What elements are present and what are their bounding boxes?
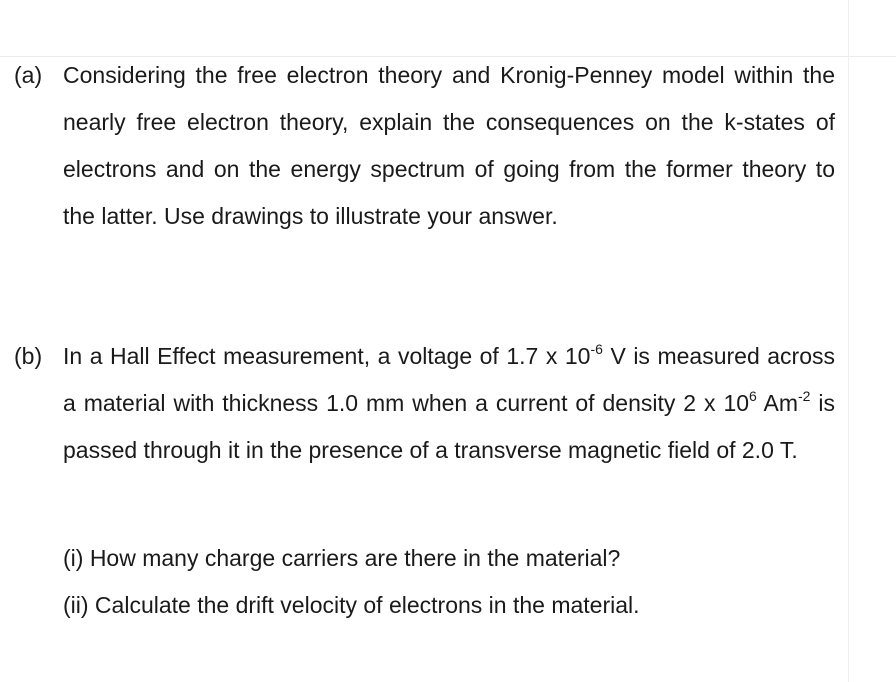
unit-exponent: -2 bbox=[798, 388, 811, 404]
voltage-exponent: -6 bbox=[590, 341, 603, 357]
sub-question-i: (i) How many charge carriers are there in the material? bbox=[63, 545, 621, 571]
question-b-text-1: In a Hall Effect measurement, a voltage of 1.7 x 10 bbox=[63, 343, 591, 369]
question-b-text-4: is passed through it in the presence of a transverse magnetic field of 2.0 T. bbox=[63, 390, 836, 463]
sub-question-list bbox=[63, 535, 640, 629]
question-b-text-3: Am bbox=[756, 390, 799, 416]
question-a-label: (a) bbox=[14, 62, 43, 88]
sub-question-ii: (ii) Calculate the drift velocity of electrons in the material. bbox=[63, 592, 640, 618]
question-b-text bbox=[63, 333, 835, 474]
question-b-text-2: V is measured across a material with thickness 1.0 mm when a current of density 2 x 10 bbox=[63, 343, 836, 416]
page-right-border bbox=[848, 0, 849, 682]
current-density-exponent: 6 bbox=[749, 388, 757, 404]
question-a-text: Considering the free electron theory and Kronig-Penney model within the nearly free electron theory, explain the consequences on the k-states of electrons and on the energy spectrum of going from the former theory to the latter. Use drawings to illustrate your answer. bbox=[63, 62, 835, 229]
question-b-label: (b) bbox=[14, 343, 43, 369]
